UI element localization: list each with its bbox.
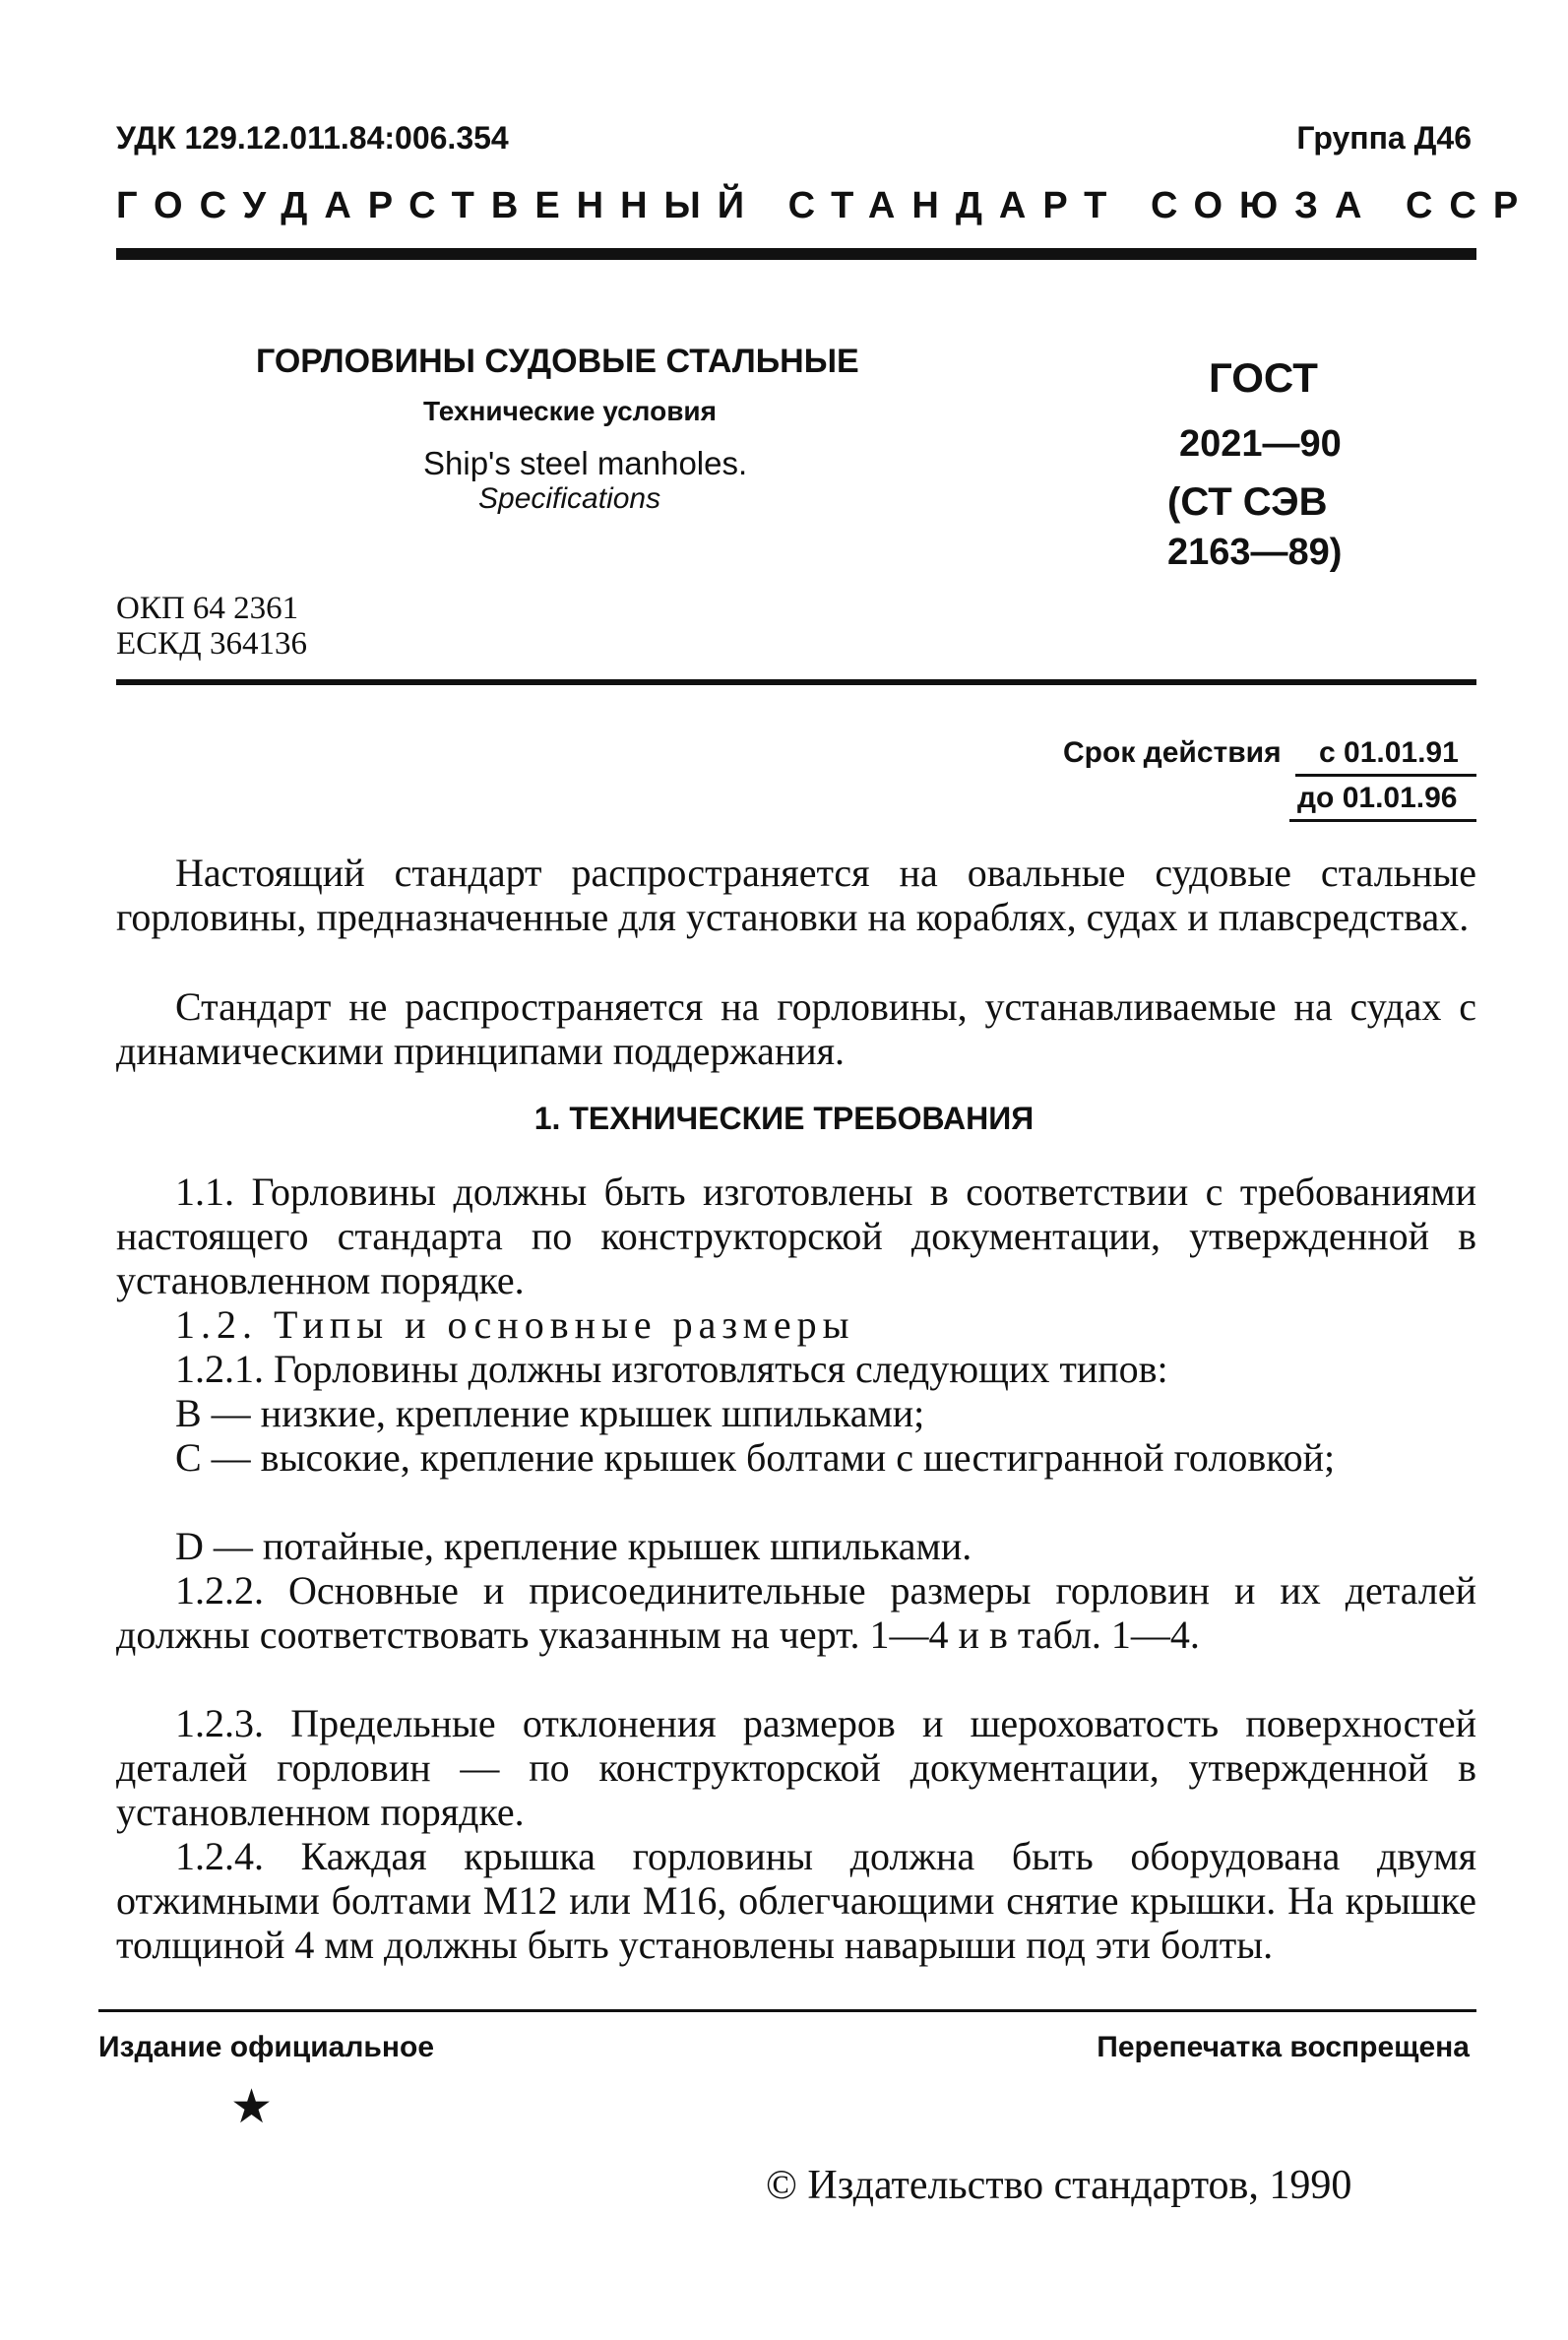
title-block-rule [116,679,1476,685]
group-code: Группа Д46 [1296,120,1472,156]
type-d: D — потайные, крепление крышек шпильками. [175,1524,972,1568]
document-subtitle: Технические условия [423,396,717,426]
udk-code: УДК 129.12.011.84:006.354 [116,120,509,156]
clause-1-2-1: 1.2.1. Горловины должны изготовляться следующих типов: [175,1347,1168,1391]
clause-1-2-2: 1.2.2. Основные и присоединительные размеры горловин и их деталей должны соответствовать указанным на черт. 1—4 и в табл. 1—4. [116,1568,1476,1657]
reprint-prohibited-label: Перепечатка воспрещена [1097,2031,1470,2063]
header-rule [116,248,1476,260]
validity-to: до 01.01.96 [1297,782,1458,814]
clause-1-2-heading: 1.2. Типы и основные размеры [175,1302,855,1347]
intro-paragraph-1: Настоящий стандарт распространяется на овальные судовые стальные горловины, предназначенные для установки на кораблях, судах и плавсредствах. [116,851,1476,939]
type-c: C — высокие, крепление крышек болтами с шестигранной головкой; [175,1435,1336,1480]
star-icon: ★ [230,2081,274,2133]
intro-paragraph-2: Стандарт не распространяется на горловины, устанавливаемые на судах с динамическими принципами поддержания. [116,984,1476,1073]
gost-number: 2021—90 [1179,423,1342,465]
validity-from: с 01.01.91 [1319,736,1459,769]
english-title-line2: Specifications [478,482,661,515]
validity-from-underline [1295,774,1476,777]
official-edition-label: Издание официальное [98,2031,435,2063]
publisher-copyright: © Издательство стандартов, 1990 [766,2163,1352,2208]
footer-rule [98,2009,1476,2012]
section-heading: 1. ТЕХНИЧЕСКИЕ ТРЕБОВАНИЯ [533,1101,1035,1136]
english-title-line1: Ship's steel manholes. [423,445,748,481]
okp-code: ОКП 64 2361 [116,591,299,626]
validity-to-underline [1289,819,1476,822]
document-title: ГОРЛОВИНЫ СУДОВЫЕ СТАЛЬНЫЕ [256,343,859,380]
gost-label: ГОСТ [1209,354,1318,401]
clause-1-2-3: 1.2.3. Предельные отклонения размеров и шероховатость поверхностей деталей горловин — по конструкторской документации, утвержденной в установленном порядке. [116,1701,1476,1834]
type-b: B — низкие, крепление крышек шпильками; [175,1391,925,1435]
validity-label: Срок действия [1063,736,1282,769]
clause-1-1: 1.1. Горловины должны быть изготовлены в соответствии с требованиями настоящего стандарта по конструкторской документации, утвержденной в установленном порядке. [116,1170,1476,1302]
eskd-code: ЕСКД 364136 [116,626,307,662]
clause-1-2-4: 1.2.4. Каждая крышка горловины должна быть оборудована двумя отжимными болтами M12 или M16, облегчающими снятие крышки. На крышке толщиной 4 мм должны быть установлены наварыши под эти болты. [116,1834,1476,1967]
state-standard-banner: ГОСУДАРСТВЕННЫЙ СТАНДАРТ СОЮЗА ССР [116,185,1536,226]
cmea-reference-line2: 2163—89) [1167,532,1343,573]
cmea-reference-line1: (СТ СЭВ [1167,480,1328,524]
